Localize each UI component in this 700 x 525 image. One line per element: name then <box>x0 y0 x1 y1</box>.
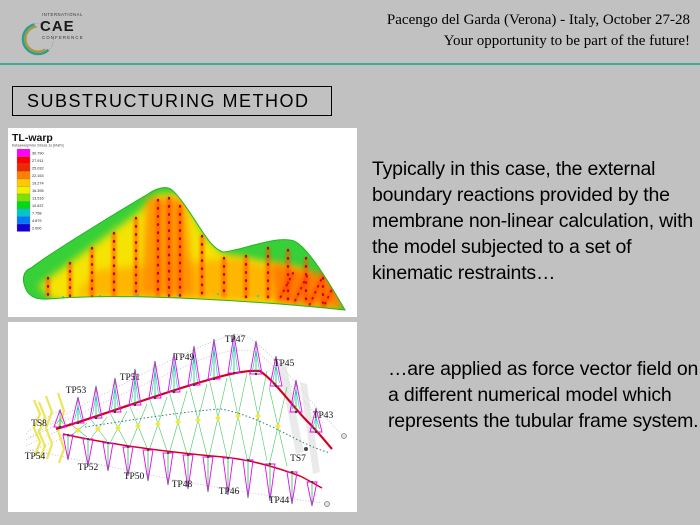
svg-text:4.879: 4.879 <box>32 219 42 223</box>
point-label: TS7 <box>290 454 306 464</box>
point-label: TS8 <box>31 419 47 429</box>
cae-conference-logo <box>16 6 116 64</box>
svg-text:25.032: 25.032 <box>32 166 44 171</box>
logo-main-text: CAE <box>40 18 75 35</box>
point-label: TP46 <box>218 487 240 497</box>
svg-text:13.516: 13.516 <box>32 196 44 201</box>
svg-text:27.911: 27.911 <box>32 159 44 163</box>
svg-text:22.153: 22.153 <box>32 174 44 178</box>
teal-divider-line <box>0 63 700 65</box>
svg-text:19.274: 19.274 <box>32 181 44 186</box>
membrane-contour-plot <box>8 128 357 317</box>
anchor-node <box>304 447 308 451</box>
conference-tagline: Your opportunity to be part of the future! <box>443 33 690 49</box>
header-text <box>387 10 690 52</box>
point-label: TP45 <box>273 359 295 369</box>
paragraph-bottom: …are applied as force vector field on a different numerical model which represents the tubular frame system. <box>388 358 699 432</box>
point-label: TP44 <box>268 496 290 506</box>
point-label: TP43 <box>312 411 334 421</box>
contour-plot-title: TL-warp <box>12 132 53 144</box>
point-label: TP53 <box>65 386 87 396</box>
point-label: TP54 <box>24 452 46 462</box>
svg-text:10.637: 10.637 <box>32 204 44 208</box>
contour-plot-subtitle: Ketsawarp/Von Stress 1s [kN/m] <box>12 143 64 148</box>
contour-figure-panel <box>8 128 357 317</box>
point-label: TP51 <box>119 373 141 383</box>
slide-title: SUBSTRUCTURING METHOD <box>12 86 332 116</box>
point-label: TP47 <box>224 335 246 345</box>
paragraph-top: Typically in this case, the external boundary reactions provided by the membrane non-linear calculation, with the model subjected to a set of kinematic restraints… <box>372 158 694 284</box>
svg-text:30.790: 30.790 <box>32 151 44 156</box>
point-label: TP48 <box>171 480 193 490</box>
logo-top-text: INTERNATIONAL <box>42 12 83 17</box>
svg-text:16.395: 16.395 <box>32 189 44 193</box>
point-label: TP52 <box>77 463 99 473</box>
logo-swirl-icon <box>16 6 116 64</box>
svg-text:2.000: 2.000 <box>32 226 42 231</box>
anchor-node <box>342 434 347 439</box>
point-label: TP49 <box>173 353 195 363</box>
anchor-node <box>325 502 330 507</box>
svg-text:7.758: 7.758 <box>32 211 42 216</box>
frame-figure-panel <box>8 322 357 512</box>
conference-location-date: Pacengo del Garda (Verona) - Italy, October 27-28 <box>386 12 690 28</box>
point-label: TP50 <box>123 472 145 482</box>
tubular-frame-diagram <box>8 322 357 512</box>
logo-bottom-text: CONFERENCE <box>42 35 84 40</box>
